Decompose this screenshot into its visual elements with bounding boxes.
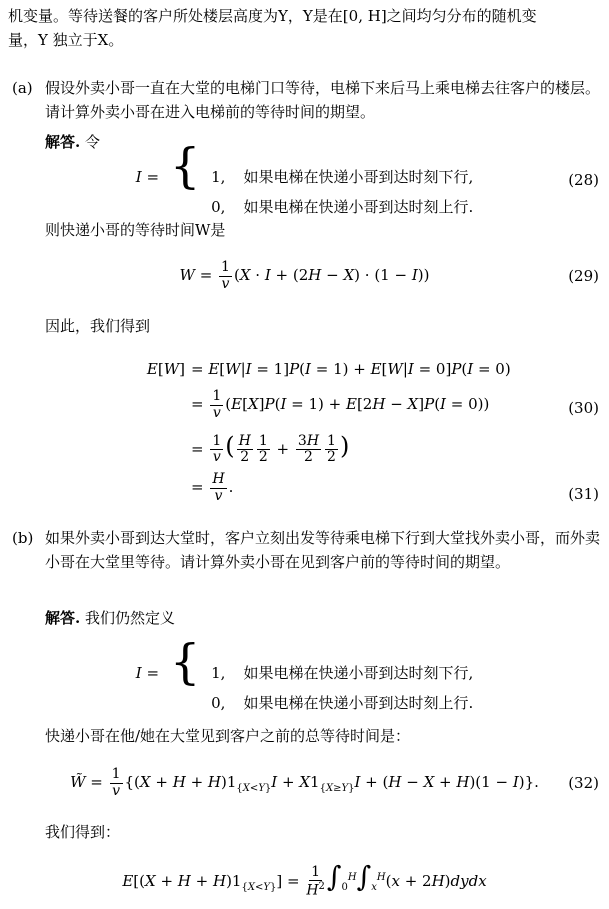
equation-29 <box>0 254 609 298</box>
equation-line-4: = $\frac{H}{v}$ . <box>191 471 234 504</box>
equation-indicator-b <box>0 633 609 712</box>
equation-33-body: $E[(X + H + H)1_{\{X<Y\}}]$ = $\frac{1}{H^2}$ $\int_0^H\int_x^H(x$ + 2H)dydx <box>122 859 487 899</box>
equation-number: (32) <box>568 774 599 792</box>
equation-28-body: I = { 1, 如果电梯在快递小哥到达时刻下行, 0, 如果电梯在快递小哥到达时刻上行. <box>136 142 473 219</box>
we-get-text: 我们得到： <box>45 823 121 841</box>
equation-line-1: E[W] = E[W|I = 1]P(I = 1) + E[W|I = 0]P(I = 0) <box>146 360 511 378</box>
case-1-text: 如果电梯在快递小哥到达时刻下行, <box>243 663 474 682</box>
answer-intro: 令 <box>85 133 101 151</box>
equations-30-31 <box>135 352 609 508</box>
equation-33 <box>0 858 609 904</box>
case-1-text: 如果电梯在快递小哥到达时刻下行, <box>243 167 474 186</box>
part-a-label: (a) <box>12 79 33 97</box>
case-2-value: 0, <box>211 197 226 216</box>
intro-paragraph <box>8 4 601 52</box>
equation-29-body: W = $\frac{1}{v}$ (X · I + (2H − X) · (1 − I)) <box>179 259 430 292</box>
answer-label: 解答. <box>45 609 81 627</box>
intro-line-1: 机变量。等待送餐的客户所处楼层高度为Y，Y是在[0, H]之间均匀分布的随机变 <box>8 7 537 25</box>
equation-line-3: = $\frac{1}{v}$ ( $\frac{H}{2}$ $\frac{1}{2}$ + $\frac{3H}{2}$ $\frac{1}{2}$ ) <box>191 431 350 466</box>
part-b-answer-line <box>45 606 601 630</box>
cases <box>211 661 473 715</box>
part-b-label: (b) <box>12 529 34 547</box>
equation-line-2: = $\frac{1}{v}$ (E[X]P(I = 1) + E[2H − X]P(I = 0)) <box>191 388 490 421</box>
left-brace: { <box>169 633 201 690</box>
equation-number: (29) <box>568 267 599 285</box>
answer-intro: 我们仍然定义 <box>85 609 176 627</box>
case-1-value: 1, <box>211 663 226 682</box>
case-2-text: 如果电梯在快递小哥到达时刻上行. <box>243 693 474 712</box>
equation-indicator-b-body: I = { 1, 如果电梯在快递小哥到达时刻下行, 0, 如果电梯在快递小哥到达时刻上行. <box>136 638 473 715</box>
intro-line-2: 量，Y 独立于X。 <box>8 31 124 49</box>
part-b-question: 如果外卖小哥到达大堂时，客户立刻出发等待乘电梯下行到大堂找外卖小哥，而外卖小哥在大堂里等待。请计算外卖小哥在见到客户前的等待时间的期望。 <box>45 529 601 571</box>
case-1-value: 1, <box>211 167 226 186</box>
equation-number: (31) <box>568 485 599 503</box>
part-a-question: 假设外卖小哥一直在大堂的电梯门口等待，电梯下来后马上乘电梯去往客户的楼层。请计算外卖小哥在进入电梯前的等待时间的期望。 <box>45 79 601 121</box>
case-2-text: 如果电梯在快递小哥到达时刻上行. <box>243 197 474 216</box>
cases <box>211 165 473 219</box>
equation-number: (30) <box>568 399 599 417</box>
equation-32-body: W̃ = $\frac{1}{v}$ $\{(X + H + H)1_{\{X<Y\}}I + X1_{\{X\ge Y\}}I + (H - X + H)(1 - I)\}$. <box>70 766 539 799</box>
total-wait-intro: 快递小哥在他/她在大堂见到客户之前的总等待时间是： <box>45 727 411 745</box>
wait-intro: 则快递小哥的等待时间W是 <box>45 221 226 239</box>
equation-32 <box>0 760 609 806</box>
therefore-text: 因此，我们得到 <box>45 317 151 335</box>
answer-label: 解答. <box>45 133 81 151</box>
left-brace: { <box>169 137 201 194</box>
case-2-value: 0, <box>211 693 226 712</box>
equation-number: (28) <box>568 171 599 189</box>
